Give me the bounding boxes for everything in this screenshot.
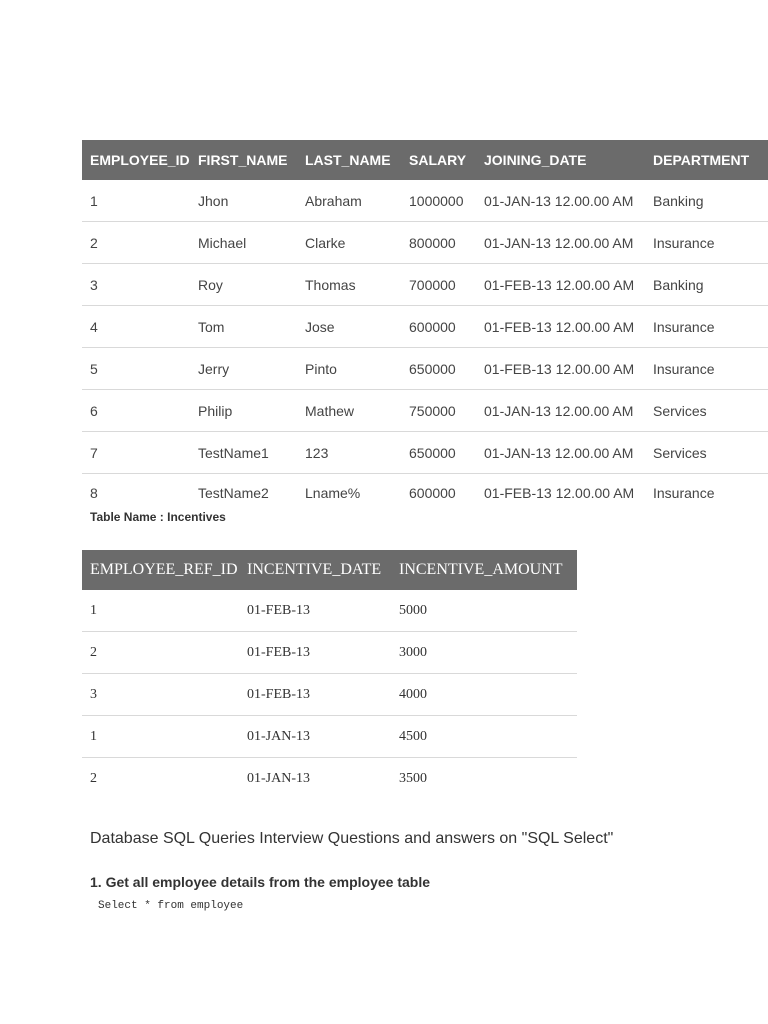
- cell-employee-id: 7: [82, 432, 190, 474]
- table-row: [82, 474, 768, 513]
- cell-joining-date: 01-JAN-13 12.00.00 AM: [476, 180, 645, 222]
- cell-joining-date: 01-JAN-13 12.00.00 AM: [476, 432, 645, 474]
- table-row: [82, 390, 768, 432]
- cell-employee-ref-id: 3: [82, 674, 239, 716]
- cell-department: Insurance: [645, 348, 768, 390]
- cell-employee-ref-id: 1: [82, 716, 239, 758]
- sql-code-block: Select * from employee: [98, 900, 244, 912]
- section-heading: Database SQL Queries Interview Questions and answers on "SQL Select": [90, 830, 614, 847]
- column-header-department: DEPARTMENT: [645, 140, 768, 180]
- cell-employee-id: 3: [82, 264, 190, 306]
- cell-incentive-amount: 3500: [399, 770, 427, 786]
- table-row: [82, 758, 577, 800]
- cell-employee-ref-id: 2: [90, 770, 97, 786]
- table-row: [82, 348, 768, 390]
- incentives-table: [82, 550, 577, 799]
- cell-employee-id: 4: [82, 306, 190, 348]
- cell-incentive-date: 01-FEB-13: [239, 590, 391, 632]
- cell-incentive-date: 01-JAN-13: [239, 716, 391, 758]
- cell-employee-ref-id: 1: [82, 590, 239, 632]
- cell-salary: 1000000: [401, 180, 476, 222]
- cell-incentive-date: 01-FEB-13: [239, 674, 391, 716]
- cell-department: Insurance: [653, 485, 715, 501]
- cell-last-name: Pinto: [297, 348, 401, 390]
- cell-first-name: Jhon: [190, 180, 297, 222]
- table-row: [82, 674, 577, 716]
- column-header-employee-id: EMPLOYEE_ID: [82, 140, 190, 180]
- cell-salary: 800000: [401, 222, 476, 264]
- cell-joining-date: 01-FEB-13 12.00.00 AM: [476, 306, 645, 348]
- cell-employee-id: 8: [90, 485, 98, 501]
- cell-incentive-amount: 4500: [391, 716, 577, 758]
- cell-department: Services: [645, 390, 768, 432]
- table-row: [82, 590, 577, 632]
- cell-first-name: TestName2: [198, 485, 269, 501]
- cell-incentive-amount: 3000: [391, 632, 577, 674]
- table-row: [82, 264, 768, 306]
- cell-salary: 700000: [401, 264, 476, 306]
- cell-last-name: Jose: [297, 306, 401, 348]
- cell-incentive-amount: 4000: [391, 674, 577, 716]
- cell-joining-date: 01-FEB-13 12.00.00 AM: [484, 485, 635, 501]
- cell-department: Insurance: [645, 222, 768, 264]
- incentives-table-caption: Table Name : Incentives: [90, 510, 226, 524]
- cell-salary: 650000: [401, 348, 476, 390]
- cell-first-name: Michael: [190, 222, 297, 264]
- cell-first-name: Roy: [190, 264, 297, 306]
- cell-last-name: Lname%: [305, 485, 361, 501]
- column-header-first-name: FIRST_NAME: [190, 140, 297, 180]
- cell-incentive-date: 01-JAN-13: [247, 770, 310, 786]
- cell-incentive-date: 01-FEB-13: [239, 632, 391, 674]
- cell-first-name: TestName1: [190, 432, 297, 474]
- cell-salary: 600000: [401, 306, 476, 348]
- cell-joining-date: 01-FEB-13 12.00.00 AM: [476, 264, 645, 306]
- cell-department: Insurance: [645, 306, 768, 348]
- cell-last-name: Abraham: [297, 180, 401, 222]
- cell-incentive-amount: 5000: [391, 590, 577, 632]
- cell-employee-id: 2: [82, 222, 190, 264]
- cell-first-name: Tom: [190, 306, 297, 348]
- incentives-table-header-row: [82, 550, 577, 590]
- cell-first-name: Jerry: [190, 348, 297, 390]
- column-header-joining-date: JOINING_DATE: [476, 140, 645, 180]
- cell-employee-id: 1: [82, 180, 190, 222]
- table-row: [82, 716, 577, 758]
- table-row: [82, 632, 577, 674]
- column-header-last-name: LAST_NAME: [297, 140, 401, 180]
- column-header-incentive-date: INCENTIVE_DATE: [239, 550, 391, 590]
- cell-department: Services: [645, 432, 768, 474]
- cell-joining-date: 01-FEB-13 12.00.00 AM: [476, 348, 645, 390]
- cell-salary: 600000: [409, 485, 456, 501]
- employee-table-header-row: [82, 140, 768, 180]
- cell-department: Banking: [645, 180, 768, 222]
- cell-salary: 750000: [401, 390, 476, 432]
- cell-joining-date: 01-JAN-13 12.00.00 AM: [476, 390, 645, 432]
- column-header-incentive-amount: INCENTIVE_AMOUNT: [391, 550, 577, 590]
- table-row: [82, 306, 768, 348]
- cell-last-name: Thomas: [297, 264, 401, 306]
- cell-employee-ref-id: 2: [82, 632, 239, 674]
- cell-joining-date: 01-JAN-13 12.00.00 AM: [476, 222, 645, 264]
- cell-last-name: Mathew: [297, 390, 401, 432]
- table-row: [82, 222, 768, 264]
- employee-table: [82, 140, 768, 512]
- column-header-salary: SALARY: [401, 140, 476, 180]
- cell-last-name: 123: [297, 432, 401, 474]
- cell-employee-id: 5: [82, 348, 190, 390]
- cell-salary: 650000: [401, 432, 476, 474]
- question-heading: 1. Get all employee details from the employee table: [90, 874, 431, 890]
- cell-department: Banking: [645, 264, 768, 306]
- table-row: [82, 180, 768, 222]
- cell-last-name: Clarke: [297, 222, 401, 264]
- table-row: [82, 432, 768, 474]
- column-header-employee-ref-id: EMPLOYEE_REF_ID: [82, 550, 239, 590]
- cell-first-name: Philip: [190, 390, 297, 432]
- cell-employee-id: 6: [82, 390, 190, 432]
